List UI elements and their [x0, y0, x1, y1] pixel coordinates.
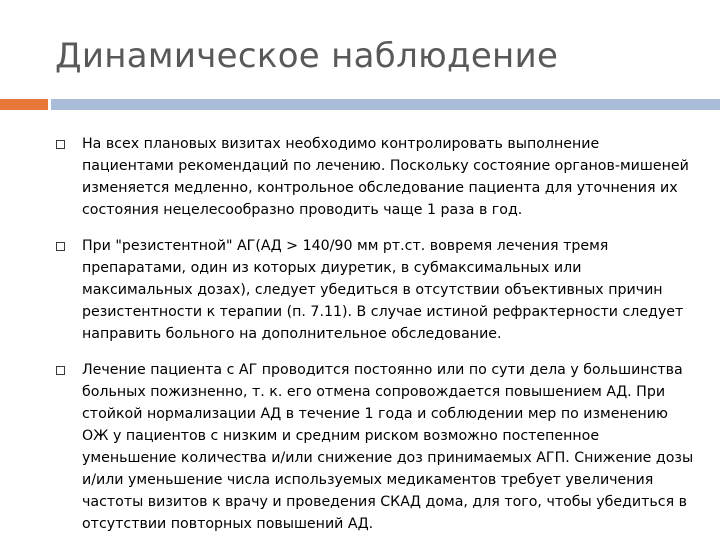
- bullet-text-2: При "резистентной" АГ(АД > 140/90 мм рт.ст. вовремя лечения тремя препаратами, один из которых диуретик, в субмаксимальных или максимальных дозах), следует убедиться в отсутствии объективных причин резистентности к терапии (п. 7.11). В случае истиной рефрактерности следует направить больного на дополнительное обследование.: [82, 238, 684, 342]
- hollow-square-icon: [56, 366, 65, 375]
- bullet-text-3: Лечение пациента с АГ проводится постоянно или по сути дела у большинства больных пожизненно, т. к. его отмена сопровождается повышением АД. При стойкой нормализации АД в течение 1 года и соблюдении мер по изменению ОЖ у пациентов с низким и средним риском возможно постепенное уменьшение количества и/или снижение доз принимаемых АГП. Снижение дозы и/или уменьшение числа используемых медикаментов требует увеличения частоты визитов к врачу и проведения СКАД дома, для того, чтобы убедиться в отсутствии повторных повышений АД.: [82, 362, 694, 532]
- bullet-list: [54, 133, 694, 549]
- bullet-item-3: [54, 359, 694, 535]
- hollow-square-icon: [56, 242, 65, 251]
- hollow-square-icon: [56, 140, 65, 149]
- bullet-text-1: На всех плановых визитах необходимо контролировать выполнение пациентами рекомендаций по лечению. Поскольку состояние органов-мишеней изменяется медленно, контрольное обследование пациента для уточнения их состояния нецелесообразно проводить чаще 1 раза в год.: [82, 136, 689, 218]
- title-accent-bar: [0, 99, 48, 110]
- title-rule-bar: [51, 99, 720, 110]
- slide-title: Динамическое наблюдение: [55, 36, 559, 76]
- bullet-item-1: [54, 133, 694, 221]
- bullet-item-2: [54, 235, 694, 345]
